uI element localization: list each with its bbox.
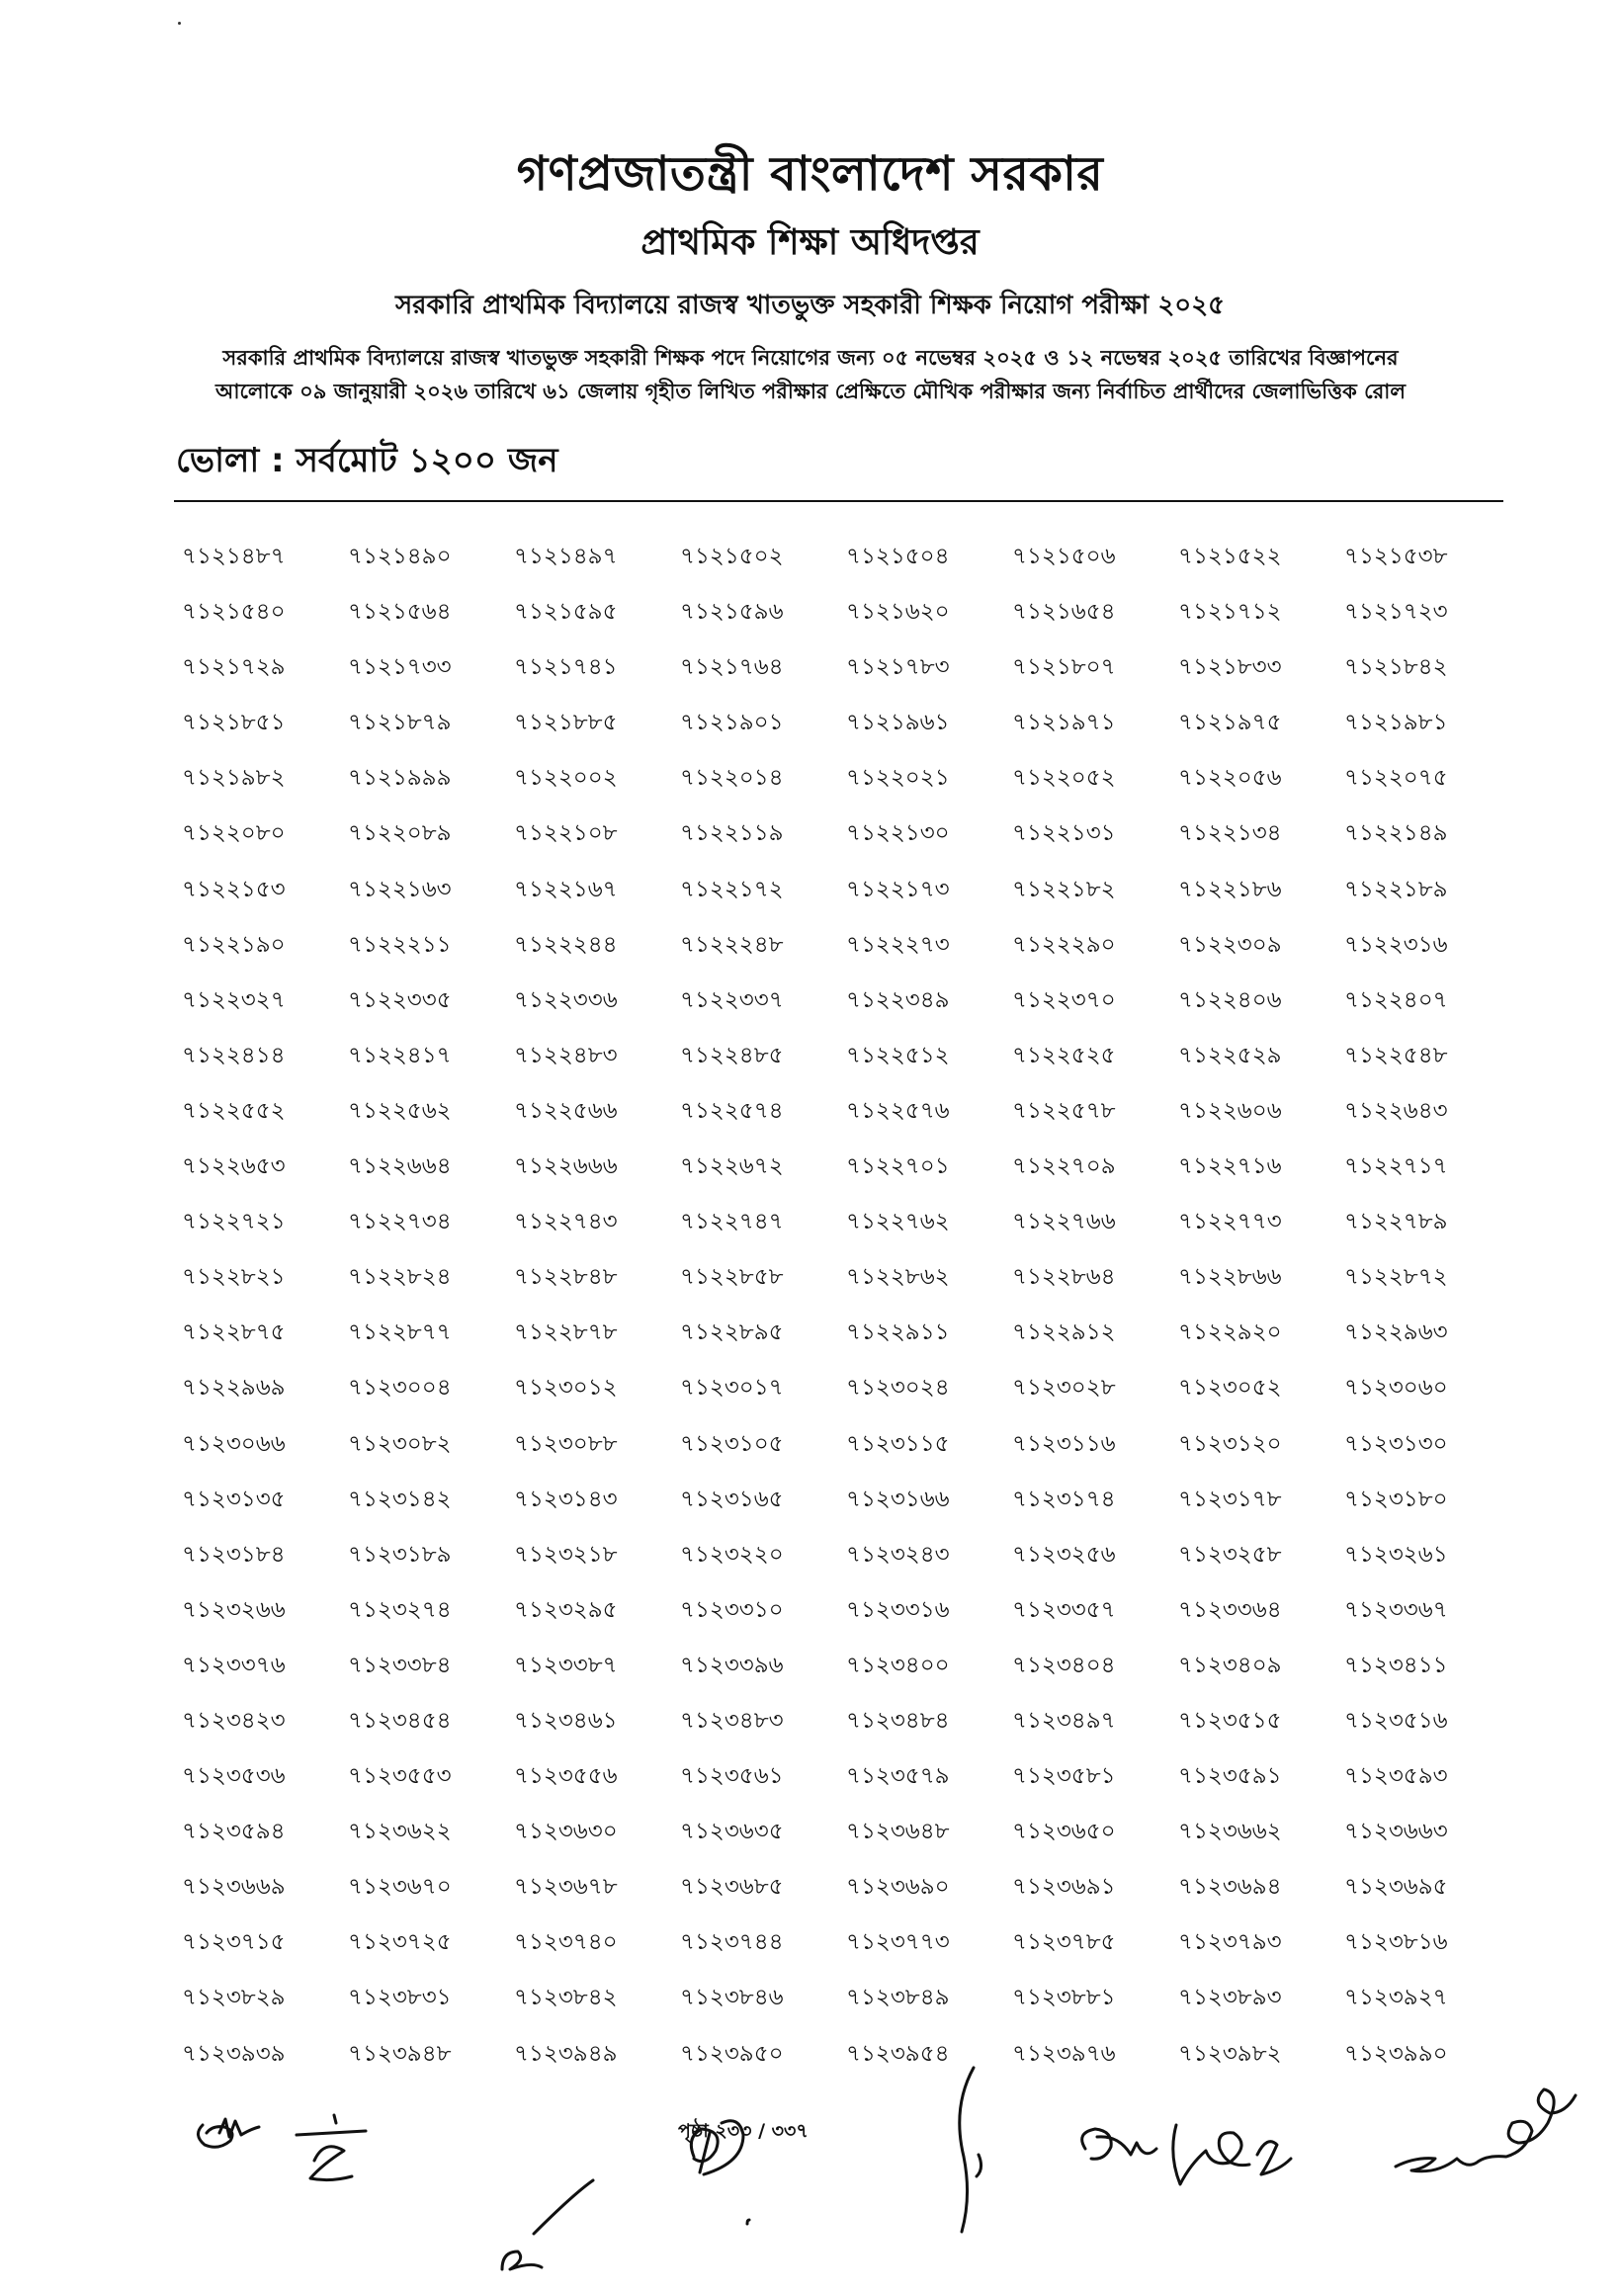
roll-number: ৭১২২০১৪ [680,765,784,792]
roll-number: ৭১২২৭৪৩ [514,1209,618,1235]
roll-number: ৭১২৩৭৭৩ [846,1929,950,1956]
roll-number: ৭১২২৩২৭ [182,986,286,1013]
roll-number: ৭১২১৮৮৫ [514,710,618,736]
roll-number: ৭১২৩৩৬৪ [1178,1596,1282,1623]
roll-number: ৭১২৩৮২৯ [182,1985,286,2011]
roll-number: ৭১২২৬৫৩ [182,1153,286,1180]
roll-number-grid [182,539,1506,2091]
roll-number: ৭১২২৭১৭ [1344,1153,1448,1180]
roll-number: ৭১২২৮৬৬ [1178,1264,1282,1291]
roll-number: ৭১২২৫৬৬ [514,1097,618,1124]
roll-number: ৭১২১৮০৭ [1012,654,1116,681]
roll-number: ৭১২২৫৭৬ [846,1097,950,1124]
roll-number: ৭১২২১৯০ [182,931,286,958]
roll-number: ৭১২৩৩৮৭ [514,1652,618,1678]
signature-6 [1082,2125,1291,2184]
roll-number: ৭১২৩৬৬৯ [182,1874,286,1901]
roll-number: ৭১২৩৫৯৩ [1344,1763,1448,1790]
roll-number: ৭১২২৩৪৯ [846,986,950,1013]
roll-number: ৭১২২৮৪৮ [514,1264,618,1291]
roll-number: ৭১২২২১১ [348,931,452,958]
exam-title: সরকারি প্রাথমিক বিদ্যালয়ে রাজস্ব খাতভুক্ত সহকারী শিক্ষক নিয়োগ পরীক্ষা ২০২৫ [395,291,1225,320]
roll-number: ৭১২১৭৬৪ [680,654,784,681]
roll-number: ৭১২২১৭৩ [846,876,950,902]
roll-number: ৭১২১৯৯৯ [348,765,452,792]
page-number: পৃষ্ঠা ২৩৩ / ৩৩৭ [678,2120,809,2142]
roll-number: ৭১২২০০২ [514,765,618,792]
roll-number: ৭১২২৫৪৮ [1344,1042,1448,1068]
roll-number: ৭১২১৭৮৩ [846,654,950,681]
roll-number: ৭১২১৪৯০ [348,544,452,569]
roll-number: ৭১২৩৩৭৬ [182,1652,286,1678]
roll-number: ৭১২২৮৬২ [846,1264,950,1291]
roll-number: ৭১২৩৫৯১ [1178,1763,1282,1790]
roll-number: ৭১২৩৯৪৮ [348,2040,452,2067]
roll-number: ৭১২৩০৮২ [348,1430,452,1457]
roll-number: ৭১২৩১৮৯ [348,1541,452,1568]
roll-number: ৭১২১৫০২ [680,544,784,569]
roll-number: ৭১২২৮৭৫ [182,1319,286,1346]
roll-number: ৭১২১৫৪০ [182,599,286,626]
roll-number: ৭১২১৪৯৭ [514,544,618,569]
roll-number: ৭১২৩১৮৪ [182,1541,286,1568]
roll-number: ৭১২২৫২৫ [1012,1042,1116,1068]
roll-number: ৭১২২৮৯৫ [680,1319,784,1346]
roll-number: ৭১২৩২৫৮ [1178,1541,1282,1568]
roll-number: ৭১২৩৪০০ [846,1652,950,1678]
roll-number: ৭১২৩৪৮৩ [680,1707,784,1734]
roll-number: ৭১২৩১৪২ [348,1486,452,1512]
roll-number: ৭১২৩০১২ [514,1375,618,1402]
roll-number: ৭১২৩৬৩৫ [680,1819,784,1845]
roll-number: ৭১২৩৫৭৯ [846,1763,950,1790]
roll-number: ৭১২৩৬৬৩ [1344,1819,1448,1845]
roll-number: ৭১২২২৯০ [1012,931,1116,958]
roll-number: ৭১২৩৫১৫ [1178,1707,1282,1734]
roll-number: ৭১২৩৯৫৪ [846,2040,950,2067]
roll-number: ৭১২৩২১৮ [514,1541,618,1568]
roll-number: ৭১২৩২৭৪ [348,1596,452,1623]
roll-number: ৭১২৩৯৭৬ [1012,2040,1116,2067]
roll-number: ৭১২১৫৩৮ [1344,544,1448,569]
roll-number: ৭১২২১১৯ [680,820,784,847]
signature-1 [198,2119,259,2147]
signature-5 [960,2068,981,2232]
roll-number: ৭১২৩৫৮১ [1012,1763,1116,1790]
roll-number: ৭১২১৮৪২ [1344,654,1448,681]
roll-number: ৭১২২৭৬২ [846,1209,950,1235]
roll-number: ৭১২২৫২৯ [1178,1042,1282,1068]
roll-number: ৭১২৩৬৬২ [1178,1819,1282,1845]
roll-number: ৭১২২৭৪৭ [680,1209,784,1235]
roll-number: ৭১২২১৮২ [1012,876,1116,902]
roll-number: ৭১২৩২৯৫ [514,1596,618,1623]
roll-number: ৭১২২৭১৬ [1178,1153,1282,1180]
roll-number: ৭১২১৮৭৯ [348,710,452,736]
department-title: প্রাথমিক শিক্ষা অধিদপ্তর [640,222,980,263]
roll-number: ৭১২৩২৬১ [1344,1541,1448,1568]
roll-number: ৭১২৩৮৩১ [348,1985,452,2011]
roll-number: ৭১২১৪৮৭ [182,544,286,569]
roll-number: ৭১২৩১৮০ [1344,1486,1448,1512]
roll-number: ৭১২২৩৭০ [1012,986,1116,1013]
roll-number: ৭১২৩৩১০ [680,1596,784,1623]
roll-number: ৭১২২৮৬৪ [1012,1264,1116,1291]
roll-number: ৭১২২৭০৯ [1012,1153,1116,1180]
roll-number: ৭১২২১৫৩ [182,876,286,902]
signature-2 [297,2115,366,2180]
roll-number: ৭১২৩৫৬১ [680,1763,784,1790]
roll-number: ৭১২২২৪৮ [680,931,784,958]
roll-number: ৭১২২২৪৪ [514,931,618,958]
roll-number: ৭১২৩১১৫ [846,1430,950,1457]
roll-number: ৭১২৩৮৮১ [1012,1985,1116,2011]
roll-number: ৭১২৩৯৩৯ [182,2040,286,2067]
roll-number: ৭১২১৫২২ [1178,544,1282,569]
roll-number: ৭১২৩৯২৭ [1344,1985,1448,2011]
roll-number: ৭১২২১৩৪ [1178,820,1282,847]
roll-number: ৭১২২৮৫৮ [680,1264,784,1291]
roll-number: ৭১২২৪১৭ [348,1042,452,1068]
roll-number: ৭১২৩৮৪৯ [846,1985,950,2011]
notice-line-1: সরকারি প্রাথমিক বিদ্যালয়ে রাজস্ব খাতভুক্ত সহকারী শিক্ষক পদে নিয়োগের জন্য ০৫ নভেম্বর ২০২৫ ও ১২ নভেম্বর ২০২৫ তারিখের বিজ্ঞাপনের [222,346,1399,370]
roll-number: ৭১২৩৭৪৪ [680,1929,784,1956]
roll-number: ৭১২২৩০৯ [1178,931,1282,958]
roll-number: ৭১২২১৬৩ [348,876,452,902]
notice-line-2: আলোকে ০৯ জানুয়ারী ২০২৬ তারিখে ৬১ জেলায় গৃহীত লিখিত পরীক্ষার প্রেক্ষিতে মৌখিক পরীক্ষার জন্য নির্বাচিত প্রার্থীদের জেলাভিত্তিক রোল [214,380,1406,403]
roll-number: ৭১২১৬২০ [846,599,950,626]
roll-number: ৭১২৩৯৯০ [1344,2040,1448,2067]
roll-number: ৭১২২৩৩৬ [514,986,618,1013]
roll-number: ৭১২২৯১২ [1012,1319,1116,1346]
roll-number: ৭১২১৯৮২ [182,765,286,792]
roll-number: ৭১২২০৫২ [1012,765,1116,792]
roll-number: ৭১২২৭০১ [846,1153,950,1180]
roll-number: ৭১২২১৪৯ [1344,820,1448,847]
roll-number: ৭১২২৮৭৭ [348,1319,452,1346]
roll-number: ৭১২৩৬৯০ [846,1874,950,1901]
roll-number: ৭১২৩৩৯৬ [680,1652,784,1678]
roll-number: ৭১২১৫৯৫ [514,599,618,626]
roll-number: ৭১২২৪৮৩ [514,1042,618,1068]
roll-number: ৭১২৩০২৪ [846,1375,950,1402]
roll-number: ৭১২২১৮৯ [1344,876,1448,902]
roll-number: ৭১২৩০৬০ [1344,1375,1448,1402]
roll-number: ৭১২৩৬২২ [348,1819,452,1845]
roll-number: ৭১২১৫৯৬ [680,599,784,626]
roll-number: ৭১২৩৬৪৮ [846,1819,950,1845]
roll-number: ৭১২২৪৮৫ [680,1042,784,1068]
roll-number: ৭১২২৮২৪ [348,1264,452,1291]
roll-number: ৭১২১৭৪১ [514,654,618,681]
roll-number: ৭১২১৯৬১ [846,710,950,736]
roll-number: ৭১২৩৭৪০ [514,1929,618,1956]
signature-7 [1396,2089,1576,2171]
roll-number: ৭১২৩৮১৬ [1344,1929,1448,1956]
roll-number: ৭১২১৭১২ [1178,599,1282,626]
roll-number: ৭১২৩৬৯৫ [1344,1874,1448,1901]
roll-number: ৭১২৩৮৯৩ [1178,1985,1282,2011]
roll-number: ৭১২২০৭৫ [1344,765,1448,792]
roll-number: ৭১২৩২৪৩ [846,1541,950,1568]
roll-number: ৭১২২৩১৬ [1344,931,1448,958]
roll-number: ৭১২২৯১১ [846,1319,950,1346]
roll-number: ৭১২২১৩০ [846,820,950,847]
roll-number: ৭১২২৯৬৯ [182,1375,286,1402]
scan-speck [178,22,181,25]
roll-number: ৭১২৩৬৩০ [514,1819,618,1845]
roll-number: ৭১২৩১০৫ [680,1430,784,1457]
roll-number: ৭১২২১৩১ [1012,820,1116,847]
roll-number: ৭১২২৪০৬ [1178,986,1282,1013]
roll-number: ৭১২২৮২১ [182,1264,286,1291]
roll-number: ৭১২১৬৫৪ [1012,599,1116,626]
roll-number: ৭১২৩৫৫৬ [514,1763,618,1790]
roll-number: ৭১২২৫৬২ [348,1097,452,1124]
roll-number: ৭১২২৯৬৩ [1344,1319,1448,1346]
roll-number: ৭১২৩৪০৪ [1012,1652,1116,1678]
roll-number: ৭১২২৭২১ [182,1209,286,1235]
roll-number: ৭১২৩৪৬১ [514,1707,618,1734]
roll-number: ৭১২৩৪১১ [1344,1652,1448,1678]
roll-number: ৭১২৩৩৫৭ [1012,1596,1116,1623]
roll-number: ৭১২৩৬৭০ [348,1874,452,1901]
roll-number: ৭১২২৫৭৪ [680,1097,784,1124]
roll-number: ৭১২১৫০৪ [846,544,950,569]
roll-number: ৭১২১৮৩৩ [1178,654,1282,681]
roll-number: ৭১২৩৫৯৪ [182,1819,286,1845]
roll-number: ৭১২২৬৭২ [680,1153,784,1180]
roll-number: ৭১২২৬৬৪ [348,1153,452,1180]
roll-number: ৭১২২৭৬৬ [1012,1209,1116,1235]
roll-number: ৭১২৩১৬৫ [680,1486,784,1512]
roll-number: ৭১২২৮৭৮ [514,1319,618,1346]
roll-number: ৭১২৩২২০ [680,1541,784,1568]
roll-number: ৭১২২৩৩৭ [680,986,784,1013]
roll-number: ৭১২১৯৭১ [1012,710,1116,736]
roll-number: ৭১২২৮৭২ [1344,1264,1448,1291]
roll-number: ৭১২৩২৫৬ [1012,1541,1116,1568]
roll-number: ৭১২২০২১ [846,765,950,792]
roll-number: ৭১২৩৯৪৯ [514,2040,618,2067]
roll-number: ৭১২৩০৫২ [1178,1375,1282,1402]
roll-number: ৭১২১৯৮১ [1344,710,1448,736]
roll-number: ৭১২২১৬৭ [514,876,618,902]
roll-number: ৭১২১৯০১ [680,710,784,736]
roll-number: ৭১২৩০২৮ [1012,1375,1116,1402]
roll-number: ৭১২৩৩৮৪ [348,1652,452,1678]
roll-number: ৭১২৩৪০৯ [1178,1652,1282,1678]
roll-number: ৭১২৩১৪৩ [514,1486,618,1512]
roll-number: ৭১২৩১২০ [1178,1430,1282,1457]
roll-number: ৭১২৩৩৬৭ [1344,1596,1448,1623]
roll-number: ৭১২৩৬৫০ [1012,1819,1116,1845]
roll-number: ৭১২১৭২৩ [1344,599,1448,626]
roll-number: ৭১২২৫৭৮ [1012,1097,1116,1124]
roll-number: ৭১২৩৫৩৬ [182,1763,286,1790]
roll-number: ৭১২২৬০৬ [1178,1097,1282,1124]
roll-number: ৭১২২৭৭৩ [1178,1209,1282,1235]
roll-number: ৭১২৩৪২৩ [182,1707,286,1734]
signature-3 [502,2180,593,2269]
roll-number: ৭১২২১০৮ [514,820,618,847]
roll-number: ৭১২৩৭১৫ [182,1929,286,1956]
roll-number: ৭১২৩০৮৮ [514,1430,618,1457]
roll-number: ৭১২১৫০৬ [1012,544,1116,569]
roll-number: ৭১২২৬৬৬ [514,1153,618,1180]
roll-number: ৭১২২২৭৩ [846,931,950,958]
roll-number: ৭১২২৪০৭ [1344,986,1448,1013]
roll-number: ৭১২৩৭৮৫ [1012,1929,1116,1956]
roll-number: ৭১২১৭৩৩ [348,654,452,681]
roll-number: ৭১২২৪১৪ [182,1042,286,1068]
roll-number: ৭১২৩৪৫৪ [348,1707,452,1734]
roll-number: ৭১২৩২৬৬ [182,1596,286,1623]
district-heading: ভোলা : সর্বমোট ১২০০ জন [176,441,558,480]
roll-number: ৭১২৩৬৭৮ [514,1874,618,1901]
roll-number: ৭১২২১৮৬ [1178,876,1282,902]
roll-number: ৭১২২৭৮৯ [1344,1209,1448,1235]
roll-number: ৭১২২৬৪৩ [1344,1097,1448,1124]
roll-number: ৭১২১৯৭৫ [1178,710,1282,736]
roll-number: ৭১২৩৬৯১ [1012,1874,1116,1901]
roll-number: ৭১২৩৩১৬ [846,1596,950,1623]
roll-number: ৭১২৩৭২৫ [348,1929,452,1956]
notice-text [148,341,1473,408]
roll-number: ৭১২৩১৩৫ [182,1486,286,1512]
roll-number: ৭১২২০৮০ [182,820,286,847]
roll-number: ৭১২১৮৫১ [182,710,286,736]
roll-number: ৭১২২৯২০ [1178,1319,1282,1346]
roll-number: ৭১২৩০০৪ [348,1375,452,1402]
roll-number: ৭১২২১৭২ [680,876,784,902]
roll-number: ৭১২৩৮৪৬ [680,1985,784,2011]
roll-number: ৭১২৩১১৬ [1012,1430,1116,1457]
roll-number: ৭১২৩৯৮২ [1178,2040,1282,2067]
roll-number: ৭১২৩১৭৮ [1178,1486,1282,1512]
roll-number: ৭১২২৫৫২ [182,1097,286,1124]
roll-number: ৭১২৩১৬৬ [846,1486,950,1512]
roll-number: ৭১২৩১৭৪ [1012,1486,1116,1512]
roll-number: ৭১২৩৬৮৫ [680,1874,784,1901]
roll-number: ৭১২৩৪৯৭ [1012,1707,1116,1734]
roll-number: ৭১২২৭৩৪ [348,1209,452,1235]
roll-number: ৭১২৩৭৯৩ [1178,1929,1282,1956]
government-title: গণপ্রজাতন্ত্রী বাংলাদেশ সরকার [516,146,1104,202]
roll-number: ৭১২৩০১৭ [680,1375,784,1402]
roll-number: ৭১২৩৮৪২ [514,1985,618,2011]
roll-number: ৭১২৩০৬৬ [182,1430,286,1457]
roll-number: ৭১২৩৬৯৪ [1178,1874,1282,1901]
roll-number: ৭১২১৭২৯ [182,654,286,681]
roll-number: ৭১২২৩৩৫ [348,986,452,1013]
roll-number: ৭১২৩৯৫০ [680,2040,784,2067]
heading-divider [174,500,1503,502]
roll-number: ৭১২৩৫১৬ [1344,1707,1448,1734]
roll-number: ৭১২৩৪৮৪ [846,1707,950,1734]
roll-number: ৭১২২০৫৬ [1178,765,1282,792]
roll-number: ৭১২২০৮৯ [348,820,452,847]
roll-number: ৭১২৩৫৫৩ [348,1763,452,1790]
roll-number: ৭১২১৫৬৪ [348,599,452,626]
roll-number: ৭১২৩১৩০ [1344,1430,1448,1457]
roll-number: ৭১২২৫১২ [846,1042,950,1068]
